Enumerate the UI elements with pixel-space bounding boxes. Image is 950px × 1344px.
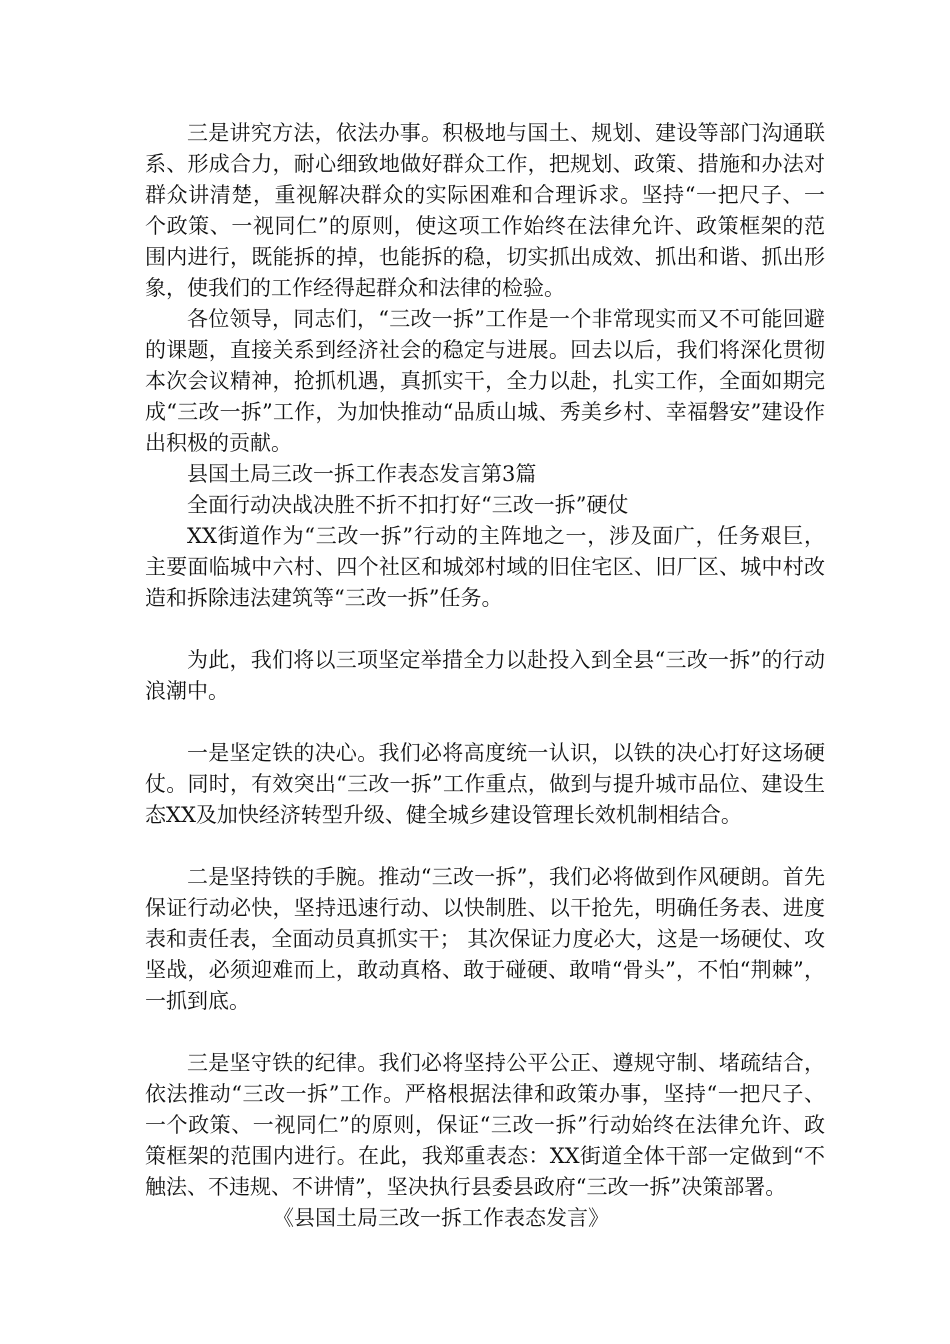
paragraph-intro: XX街道作为“三改一拆”行动的主阵地之一，涉及面广，任务艰巨，主要面临城中六村、四个社区和城郊村域的旧住宅区、旧厂区、城中村改造和拆除违法建筑等“三改一拆”任务。 — [145, 524, 825, 610]
section-title: 县国土局三改一拆工作表态发言第3篇 — [187, 462, 537, 486]
paragraph-gap — [145, 614, 825, 645]
paragraph-gap — [145, 1017, 825, 1048]
closing-title: 《县国土局三改一拆工作表态发言》 — [273, 1206, 609, 1230]
section-subtitle: 全面行动决战决胜不折不扣打好“三改一拆”硬仗 — [187, 493, 629, 517]
paragraph-point-2: 二是坚持铁的手腕。推动“三改一拆”，我们必将做到作风硬朗。首先保证行动必快，坚持迅速行动、以快制胜、以干抢先，明确任务表、进度表和责任表，全面动员真抓实干； 其次保证力度必大，这是一场硬仗、攻坚战，必须迎难而上，敢动真格、敢于碰硬、敢啃“骨头”，不怕“荆棘”，一抓到底。 — [145, 865, 825, 1013]
paragraph-leaders: 各位领导，同志们，“三改一拆”工作是一个非常现实而又不可能回避的课题，直接关系到经济社会的稳定与进展。回去以后，我们将深化贯彻本次会议精神，抢抓机遇，真抓实干，全力以赴，扎实工作，全面如期完成“三改一拆”工作，为加快推动“品质山城、秀美乡村、幸福磐安”建设作出积极的贡献。 — [145, 307, 825, 455]
paragraph-point-3: 三是坚守铁的纪律。我们必将坚持公平公正、遵规守制、堵疏结合，依法推动“三改一拆”工作。严格根据法律和政策办事，坚持“一把尺子、一个政策、一视同仁”的原则，保证“三改一拆”行动始终在法律允许、政策框架的范围内进行。在此，我郑重表态：XX街道全体干部一定做到“不触法、不违规、不讲情”，坚决执行县委县政府“三改一拆”决策部署。 — [145, 1051, 825, 1199]
paragraph-point-1: 一是坚定铁的决心。我们必将高度统一认识，以铁的决心打好这场硬仗。同时，有效突出“三改一拆”工作重点，做到与提升城市品位、建设生态XX及加快经济转型升级、健全城乡建设管理长效机制相结合。 — [145, 741, 825, 827]
paragraph-gap — [145, 707, 825, 738]
paragraph-gap — [145, 831, 825, 862]
paragraph-lead: 为此，我们将以三项坚定举措全力以赴投入到全县“三改一拆”的行动浪潮中。 — [145, 648, 825, 703]
document-body — [145, 118, 825, 1234]
paragraph-method: 三是讲究方法，依法办事。积极地与国土、规划、建设等部门沟通联系、形成合力，耐心细致地做好群众工作，把规划、政策、措施和办法对群众讲清楚，重视解决群众的实际困难和合理诉求。坚持“一把尺子、一个政策、一视同仁”的原则，使这项工作始终在法律允许、政策框架的范围内进行，既能拆的掉，也能拆的稳，切实抓出成效、抓出和谐、抓出形象，使我们的工作经得起群众和法律的检验。 — [145, 121, 825, 300]
